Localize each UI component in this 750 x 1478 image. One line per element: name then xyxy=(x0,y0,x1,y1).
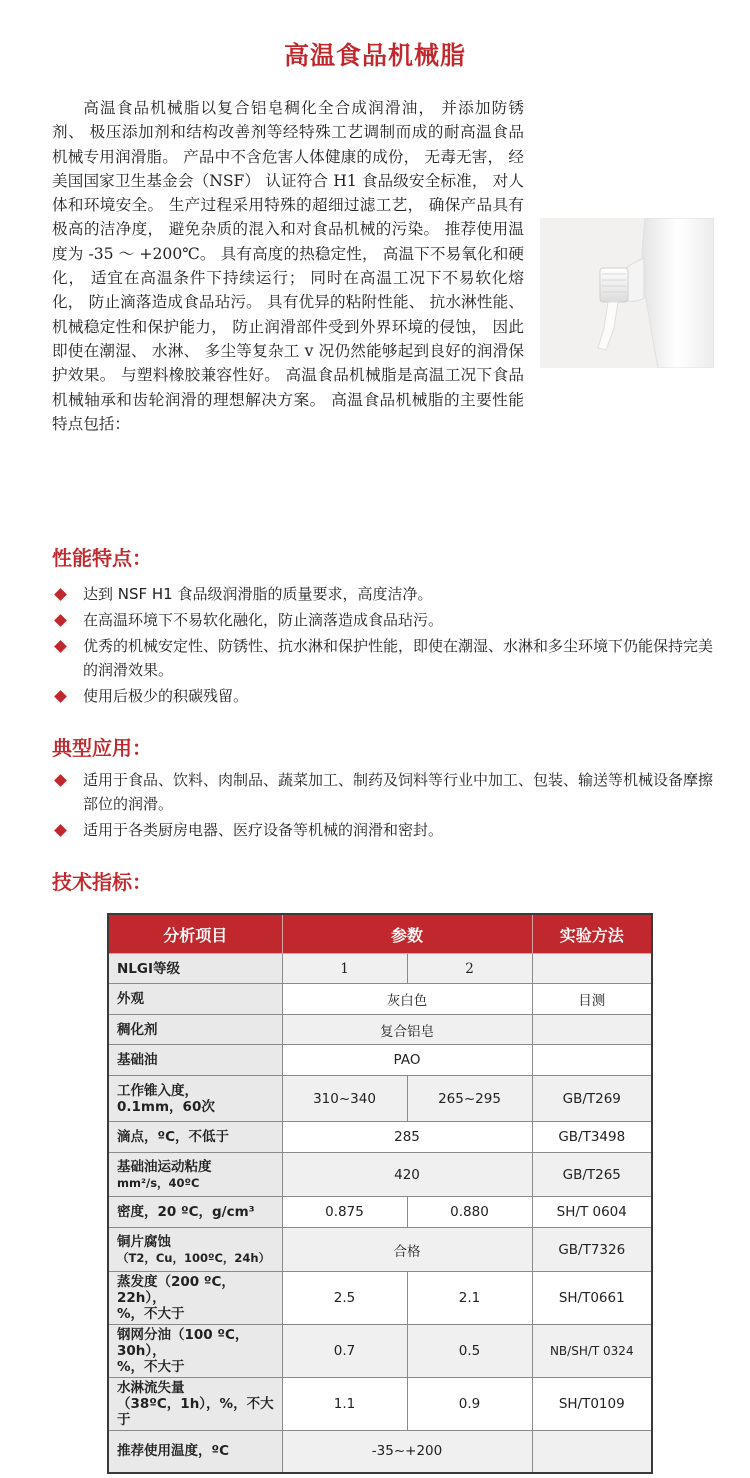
header-item: 分析项目 xyxy=(108,914,282,954)
applications-list xyxy=(52,768,722,844)
list-item: 使用后极少的积碳残留。 xyxy=(52,684,722,708)
table-row: 铜片腐蚀 （T2，Cu，100ºC，24h） 合格 GB/T7326 xyxy=(108,1228,652,1272)
diamond-bullet-icon xyxy=(54,824,67,837)
table-row: 稠化剂 复合铝皂 xyxy=(108,1015,652,1045)
page-title: 高温食品机械脂 xyxy=(283,41,466,70)
product-image xyxy=(540,218,714,368)
list-item: 达到 NSF H1 食品级润滑脂的质量要求，高度洁净。 xyxy=(52,582,722,606)
table-row: 钢网分油（100 ºC，30h）， %，不大于 0.7 0.5 NB/SH/T 0324 xyxy=(108,1325,652,1378)
table-header-row xyxy=(108,914,652,954)
table-row: 水淋流失量 （38ºC，1h），%，不大于 1.1 0.9 SH/T0109 xyxy=(108,1378,652,1431)
table-row: 工作锥入度， 0.1mm，60次 310~340 265~295 GB/T269 xyxy=(108,1076,652,1122)
table-row: 密度，20 ºC，g/cm³ 0.875 0.880 SH/T 0604 xyxy=(108,1197,652,1228)
header-params: 参数 xyxy=(282,914,532,954)
table-row: 滴点，ºC，不低于 285 GB/T3498 xyxy=(108,1122,652,1153)
specs-heading: 技术指标： xyxy=(52,870,152,894)
diamond-bullet-icon xyxy=(54,588,67,601)
grease-tube-illustration xyxy=(540,218,714,368)
table-row: 推荐使用温度，ºC -35~+200 xyxy=(108,1431,652,1473)
diamond-bullet-icon xyxy=(54,614,67,627)
table-row: 蒸发度（200 ºC，22h）， %，不大于 2.5 2.1 SH/T0661 xyxy=(108,1272,652,1325)
table-row: 基础油 PAO xyxy=(108,1045,652,1076)
list-item: 优秀的机械安定性、防锈性、抗水淋和保护性能，即使在潮湿、水淋和多尘环境下仍能保持完美的润滑效果。 xyxy=(52,634,722,682)
table-row: 外观 灰白色 目测 xyxy=(108,984,652,1015)
diamond-bullet-icon xyxy=(54,774,67,787)
list-item: 在高温环境下不易软化融化，防止滴落造成食品玷污。 xyxy=(52,608,722,632)
applications-heading: 典型应用： xyxy=(52,736,152,760)
diamond-bullet-icon xyxy=(54,690,67,703)
features-heading: 性能特点： xyxy=(52,546,152,570)
list-item: 适用于食品、饮料、肉制品、蔬菜加工、制药及饲料等行业中加工、包装、输送等机械设备摩擦部位的润滑。 xyxy=(52,768,722,816)
spec-table xyxy=(107,913,653,1474)
header-method: 实验方法 xyxy=(532,914,652,954)
diamond-bullet-icon xyxy=(54,640,67,653)
table-row: 基础油运动粘度 mm²/s，40ºC 420 GB/T265 xyxy=(108,1153,652,1197)
features-list xyxy=(52,582,722,710)
table-row: NLGI等级 1 2 xyxy=(108,954,652,984)
list-item: 适用于各类厨房电器、医疗设备等机械的润滑和密封。 xyxy=(52,818,722,842)
intro-paragraph: 高温食品机械脂以复合铝皂稠化全合成润滑油， 并添加防锈剂、 极压添加剂和结构改善剂等经特殊工艺调制而成的耐高温食品机械专用润滑脂。 产品中不含危害人体健康的成份， 无毒无害， 经美国国家卫生基金会（NSF） 认证符合 H1 食品级安全标准， 对人体和环境安全。 生产过程采用特殊的超细过滤工艺， 确保产品具有极高的洁净度， 避免杂质的混入和对食品机械的污染。 推荐使用温度为 -35 ～ +200℃。 具有高度的热稳定性， 高温下不易氧化和硬化， 适宜在高温条件下持续运行； 同时在高温工况下不易软化熔化， 防止滴落造成食品玷污。 具有优异的粘附性能、 抗水淋性能、 机械稳定性和保护能力， 防止润滑部件受到外界环境的侵蚀， 因此即使在潮湿、 水淋、 多尘等复杂工 v 况仍然能够起到良好的润滑保护效果。 与塑料橡胶兼容性好。 高温食品机械脂是高温工况下食品机械轴承和齿轮润滑的理想解决方案。 高温食品机械脂的主要性能特点包括： xyxy=(52,99,524,433)
